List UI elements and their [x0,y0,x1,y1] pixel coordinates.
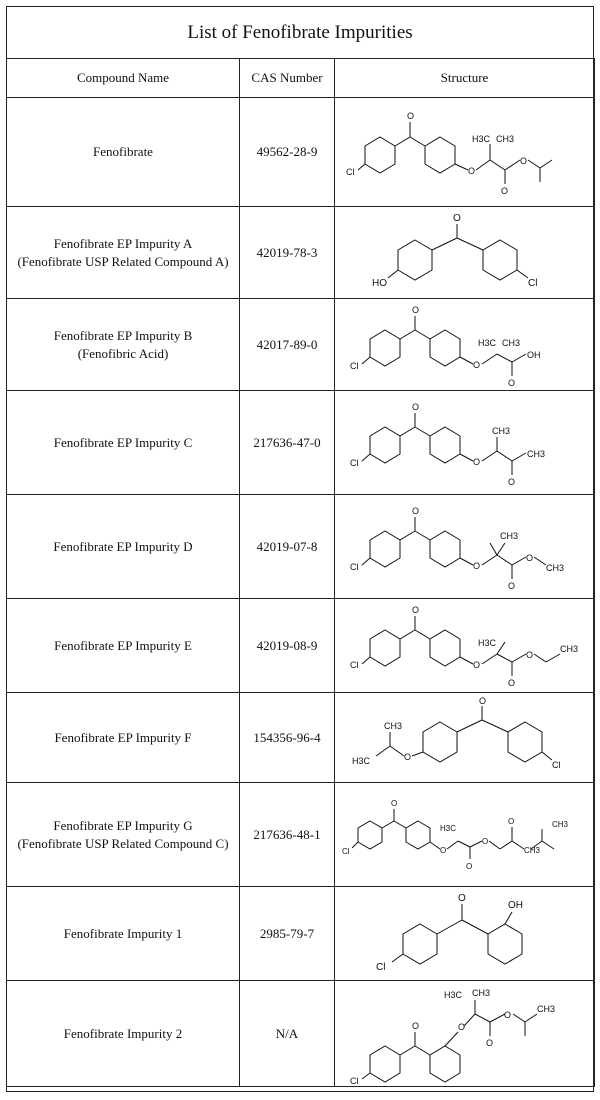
atom-label: O [457,892,466,904]
atom-label: O [472,659,480,670]
atom-label: CH3 [471,987,490,998]
table-row [7,981,595,1087]
atom-label: Cl [349,561,358,572]
atom-label: Cl [375,961,385,973]
atom-label: CH3 [383,720,402,731]
structure-cell [335,207,595,299]
structure-cell [335,98,595,207]
atom-label: CH3 [545,562,564,573]
atom-label: CH3 [501,337,520,348]
compound-name: Fenofibrate EP Impurity E [7,599,240,693]
structure-cell [335,299,595,391]
impurity-c-structure [340,395,590,491]
fenofibrate-structure [340,102,590,202]
atom-label: O [472,359,480,370]
atom-label: O [500,186,508,196]
cas-number: 42019-07-8 [240,495,335,599]
table-row [7,299,595,391]
header-compound-name: Compound Name [7,59,240,98]
cas-number: 49562-28-9 [240,98,335,207]
structure-cell [335,495,595,599]
impurity-sheet [6,6,594,1092]
atom-label: CH3 [491,425,510,436]
atom-label: O [472,560,480,571]
atom-label: Cl [349,360,358,371]
atom-label: CH3 [536,1003,555,1014]
compound-name: Fenofibrate [7,98,240,207]
cas-number: 42019-78-3 [240,207,335,299]
atom-label: OH [507,899,523,911]
cas-number: N/A [240,981,335,1087]
structure-cell [335,693,595,783]
impurity-2-structure [340,984,590,1084]
atom-label: H3C [471,134,490,144]
atom-label: O [525,552,533,563]
atom-label: Cl [551,759,560,770]
table-row [7,599,595,693]
atom-label: O [411,1020,419,1031]
atom-label: O [507,677,515,688]
atom-label: O [411,304,419,315]
header-cas-number: CAS Number [240,59,335,98]
table-row [7,391,595,495]
impurity-g-structure [340,787,590,883]
impurity-1-structure [340,890,590,978]
atom-label: CH3 [551,819,568,829]
structure-cell [335,887,595,981]
atom-label: CH3 [523,845,540,855]
atom-label: O [467,166,475,176]
table-row [7,98,595,207]
compound-name: Fenofibrate EP Impurity B (Fenofibric Acid) [7,299,240,391]
atom-label: H3C [439,823,456,833]
compound-name: Fenofibrate EP Impurity A (Fenofibrate USP Related Compound A) [7,207,240,299]
atom-label: Cl [341,846,350,856]
impurity-e-structure [340,602,590,690]
compound-name: Fenofibrate Impurity 1 [7,887,240,981]
cas-number: 42019-08-9 [240,599,335,693]
atom-label: Cl [345,167,354,177]
table-row [7,783,595,887]
atom-label: O [507,476,515,487]
atom-label: O [481,836,488,846]
structure-cell [335,981,595,1087]
atom-label: Cl [349,659,358,670]
atom-label: CH3 [499,530,518,541]
atom-label: O [465,861,472,871]
atom-label: Cl [527,277,537,289]
atom-label: CH3 [526,448,545,459]
atom-label: Cl [349,1075,358,1084]
atom-label: O [507,816,514,826]
atom-label: O [411,505,419,516]
impurity-table [6,58,595,1087]
atom-label: Cl [349,457,358,468]
atom-label: O [403,751,411,762]
atom-label: O [452,212,461,224]
atom-label: O [519,156,527,166]
atom-label: O [411,604,419,615]
compound-name: Fenofibrate EP Impurity G (Fenofibrate USP Related Compound C) [7,783,240,887]
atom-label: O [439,845,446,855]
atom-label: H3C [477,337,496,348]
atom-label: O [411,401,419,412]
atom-label: O [507,377,515,388]
cas-number: 217636-48-1 [240,783,335,887]
structure-cell [335,599,595,693]
cas-number: 42017-89-0 [240,299,335,391]
compound-name: Fenofibrate Impurity 2 [7,981,240,1087]
impurity-b-structure [340,302,590,388]
table-header-row [7,59,595,98]
impurity-a-structure [340,210,590,296]
structure-cell [335,783,595,887]
cas-number: 154356-96-4 [240,693,335,783]
table-row [7,693,595,783]
atom-label: O [525,649,533,660]
impurity-d-structure [340,499,590,595]
atom-label: O [406,111,414,121]
atom-label: CH3 [495,134,514,144]
atom-label: O [390,798,397,808]
page-title: List of Fenofibrate Impurities [7,7,593,59]
structure-cell [335,391,595,495]
atom-label: H3C [477,637,496,648]
atom-label: CH3 [559,643,578,654]
cas-number: 217636-47-0 [240,391,335,495]
compound-name: Fenofibrate EP Impurity D [7,495,240,599]
atom-label: O [478,695,486,706]
table-row [7,887,595,981]
header-structure: Structure [335,59,595,98]
impurity-f-structure [340,696,590,780]
compound-name: Fenofibrate EP Impurity F [7,693,240,783]
atom-label: OH [526,349,540,360]
atom-label: O [457,1021,465,1032]
atom-label: H3C [443,989,462,1000]
atom-label: HO [371,277,387,289]
atom-label: H3C [351,755,370,766]
atom-label: O [472,456,480,467]
table-row [7,495,595,599]
atom-label: O [507,580,515,591]
atom-label: O [503,1009,511,1020]
cas-number: 2985-79-7 [240,887,335,981]
table-row [7,207,595,299]
compound-name: Fenofibrate EP Impurity C [7,391,240,495]
atom-label: O [485,1037,493,1048]
